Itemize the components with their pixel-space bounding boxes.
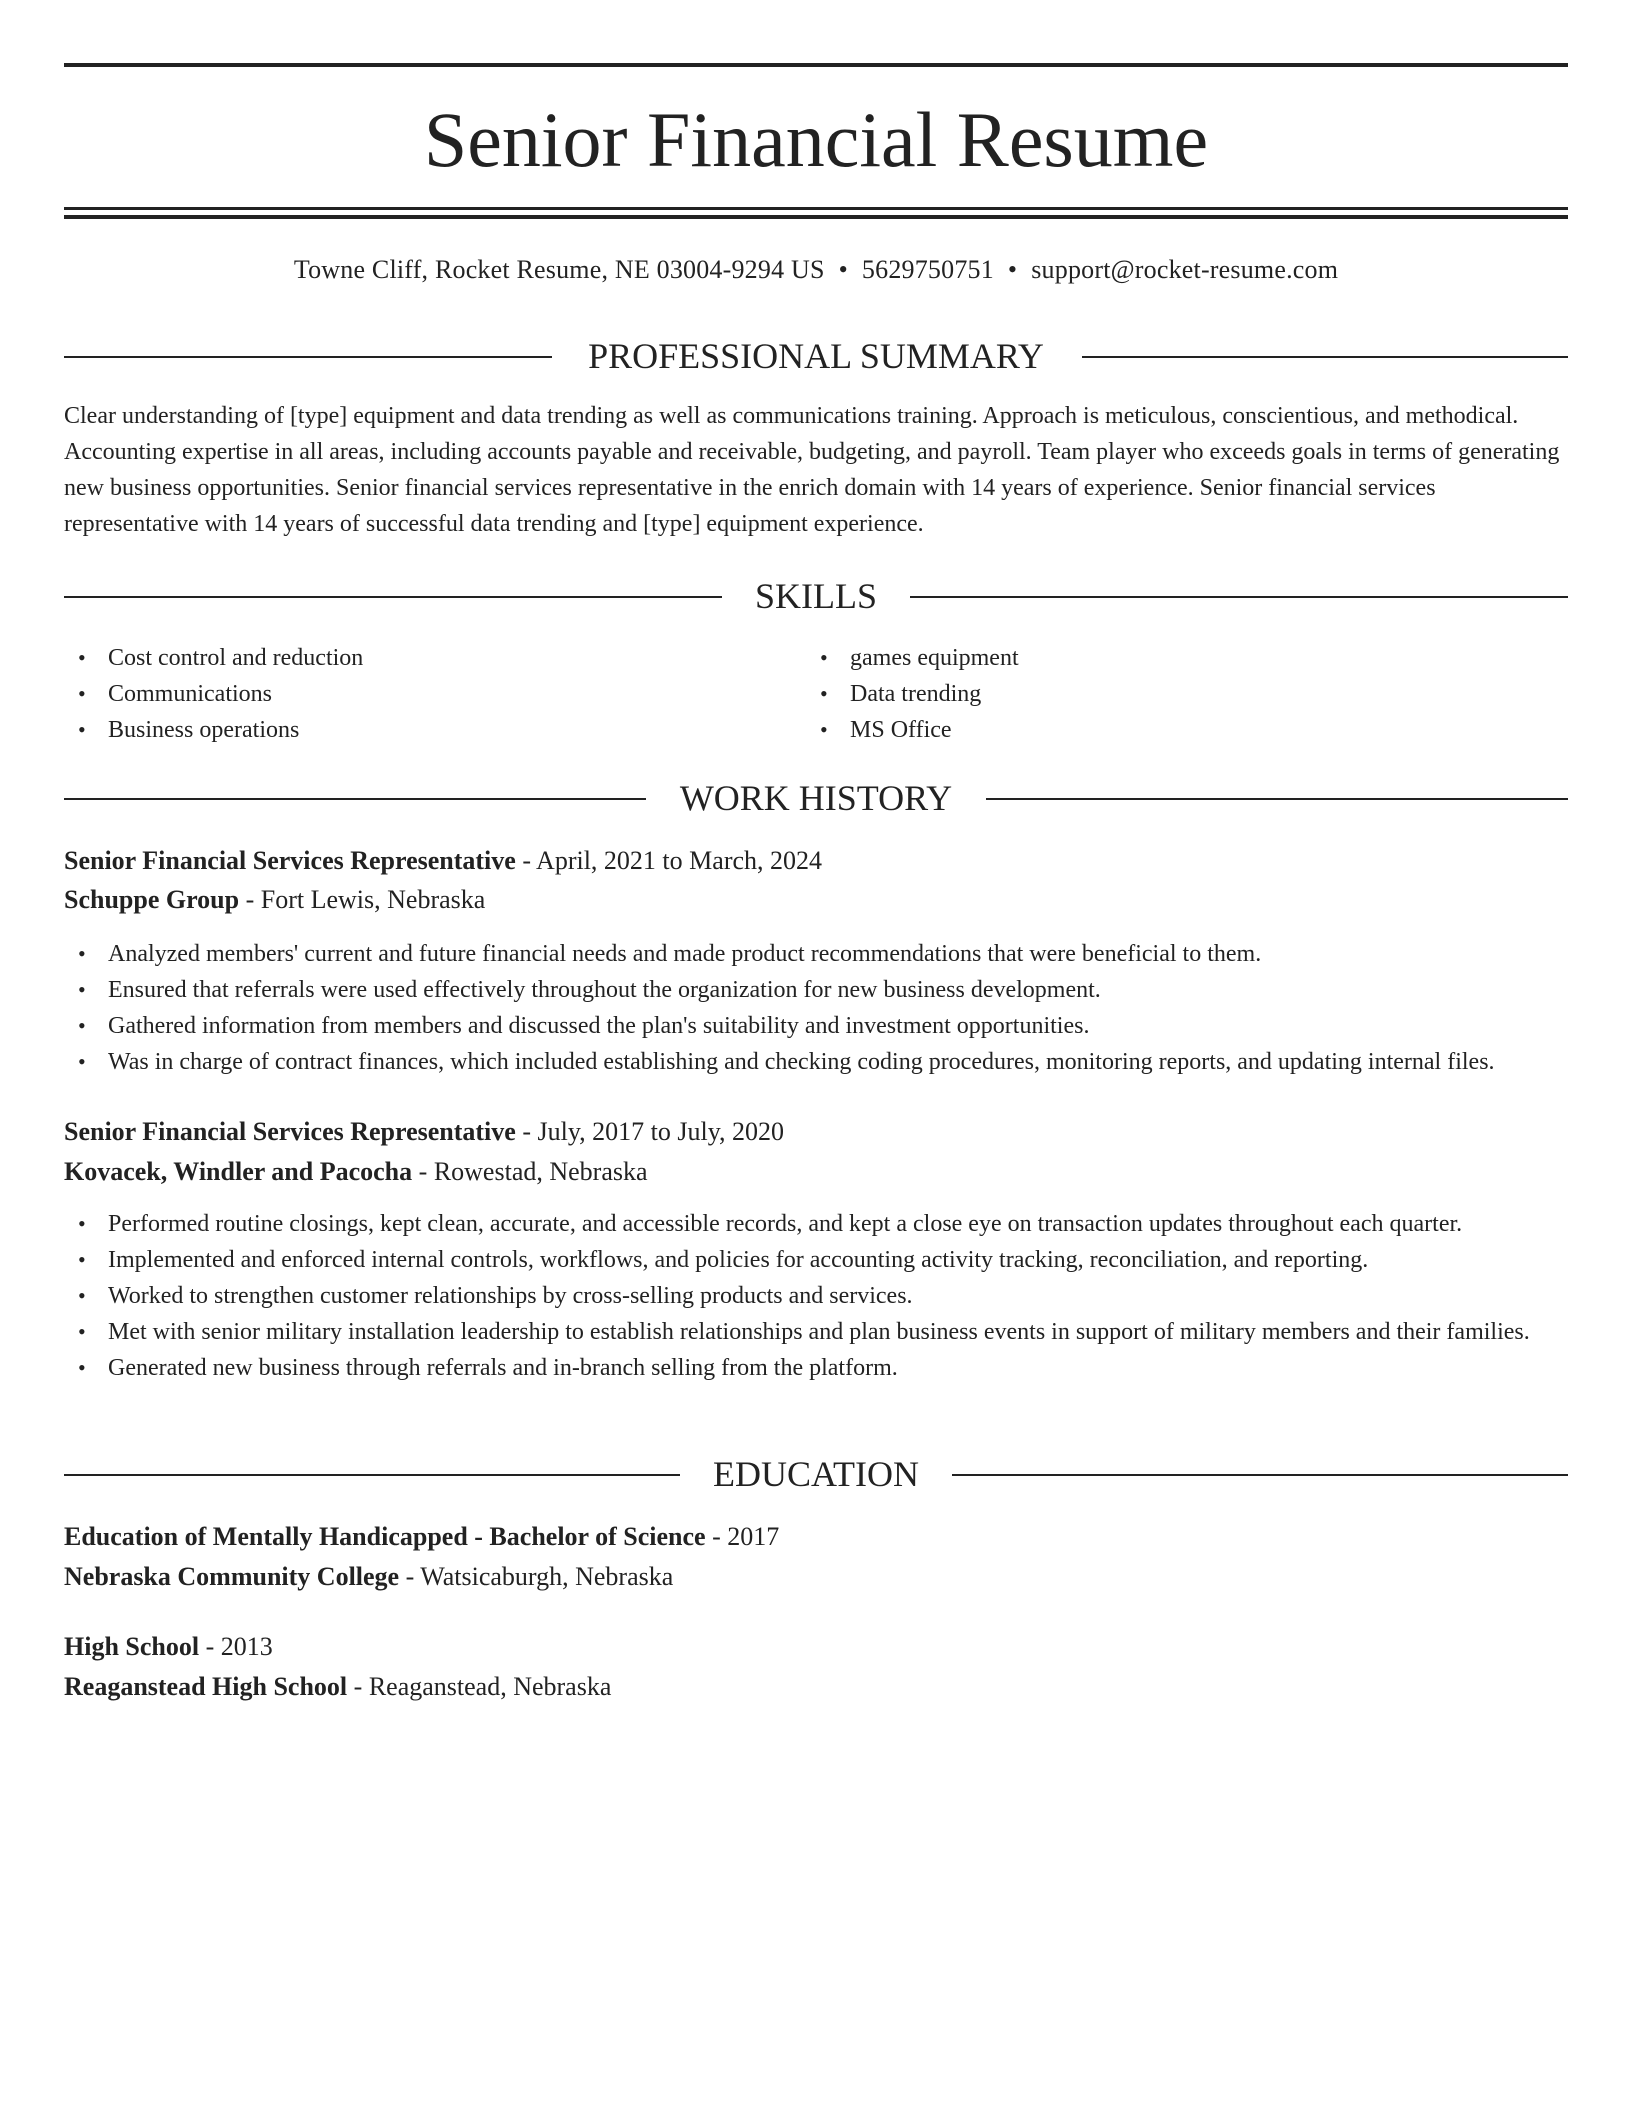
- resume-title: Senior Financial Resume: [423, 96, 1209, 183]
- job-bullet: • Met with senior military installation leadership to establish relationships and plan business events in support of military members and their families.: [108, 1314, 1578, 1350]
- job-company: Schuppe Group: [64, 885, 240, 914]
- job-title-line: [64, 1113, 784, 1151]
- job-company-line: [64, 1153, 648, 1191]
- job-bullet: • Analyzed members' current and future financial needs and made product recommendations that were beneficial to them.: [108, 936, 1612, 972]
- skill-item: • games equipment: [850, 640, 1550, 676]
- section-title: EDUCATION: [64, 1452, 1568, 1496]
- education-degree-line: [64, 1628, 273, 1666]
- job-location: - Fort Lewis, Nebraska: [239, 885, 486, 914]
- skill-item: • MS Office: [850, 712, 1550, 748]
- education-school: Reaganstead High School: [64, 1672, 348, 1701]
- job-bullet: • Was in charge of contract finances, which included establishing and checking coding procedures, monitoring reports, and updating internal files.: [108, 1044, 1612, 1080]
- job-bullets: [64, 936, 1612, 1080]
- title-rule-upper: [64, 207, 1568, 210]
- job-title: Senior Financial Services Representative: [64, 846, 516, 875]
- skills-heading: [64, 574, 1568, 618]
- job-dates: - July, 2017 to July, 2020: [515, 1117, 785, 1146]
- skill-item: • Data trending: [850, 676, 1550, 712]
- job-company: Kovacek, Windler and Pacocha: [64, 1157, 413, 1186]
- education-school-line: [64, 1558, 673, 1596]
- skills-list-right: [806, 640, 1550, 748]
- education-degree-line: [64, 1518, 779, 1556]
- job-bullet: • Generated new business through referrals and in-branch selling from the platform.: [108, 1350, 1578, 1386]
- education-degree: Education of Mentally Handicapped - Bachelor of Science: [64, 1522, 706, 1551]
- contact-email: support@rocket-resume.com: [1031, 255, 1339, 284]
- job-bullet: • Implemented and enforced internal controls, workflows, and policies for accounting activity tracking, reconciliation, and reporting.: [108, 1242, 1578, 1278]
- job-company-line: [64, 881, 485, 919]
- job-title: Senior Financial Services Representative: [64, 1117, 516, 1146]
- education-location: - Watsicaburgh, Nebraska: [399, 1562, 674, 1591]
- education-heading: [64, 1452, 1568, 1496]
- title-rule-lower: [64, 215, 1568, 219]
- contact-phone: 5629750751: [861, 255, 994, 284]
- education-year: - 2013: [199, 1632, 273, 1661]
- job-bullets: [64, 1206, 1578, 1386]
- job-location: - Rowestad, Nebraska: [412, 1157, 648, 1186]
- skill-item: • Communications: [108, 676, 808, 712]
- job-bullet: • Ensured that referrals were used effectively throughout the organization for new business development.: [108, 972, 1612, 1008]
- education-year: - 2017: [705, 1522, 780, 1551]
- job-bullet: • Gathered information from members and discussed the plan's suitability and investment opportunities.: [108, 1008, 1612, 1044]
- education-location: - Reaganstead, Nebraska: [347, 1672, 612, 1701]
- contact-line: [64, 252, 1568, 288]
- section-title: WORK HISTORY: [64, 776, 1568, 820]
- skills-list-left: [64, 640, 808, 748]
- summary-heading: [64, 334, 1568, 378]
- skill-item: • Cost control and reduction: [108, 640, 808, 676]
- top-rule: [64, 63, 1568, 67]
- education-school: Nebraska Community College: [64, 1562, 400, 1591]
- summary-text: Clear understanding of [type] equipment and data trending as well as communications training. Approach is meticulous, conscientious, and methodical. Accounting expertise in all areas, including accounts payable and receivable, budgeting, and payroll. Team player who exceeds goals in terms of generating new business opportunities. Senior financial services representative in the enrich domain with 14 years of experience. Senior financial services representative with 14 years of successful data trending and [type] equipment experience.: [64, 403, 1560, 537]
- skill-item: • Business operations: [108, 712, 808, 748]
- job-title-line: [64, 842, 822, 880]
- contact-separator: •: [838, 255, 848, 284]
- contact-address: Towne Cliff, Rocket Resume, NE 03004-9294 US: [293, 255, 825, 284]
- education-degree: High School: [64, 1632, 200, 1661]
- job-bullet: • Worked to strengthen customer relationships by cross-selling products and services.: [108, 1278, 1578, 1314]
- education-school-line: [64, 1668, 611, 1706]
- job-bullet: • Performed routine closings, kept clean, accurate, and accessible records, and kept a close eye on transaction updates throughout each quarter.: [108, 1206, 1578, 1242]
- work-heading: [64, 776, 1568, 820]
- section-title: PROFESSIONAL SUMMARY: [64, 334, 1568, 378]
- section-title: SKILLS: [64, 574, 1568, 618]
- job-dates: - April, 2021 to March, 2024: [515, 846, 823, 875]
- contact-separator: •: [1007, 255, 1018, 284]
